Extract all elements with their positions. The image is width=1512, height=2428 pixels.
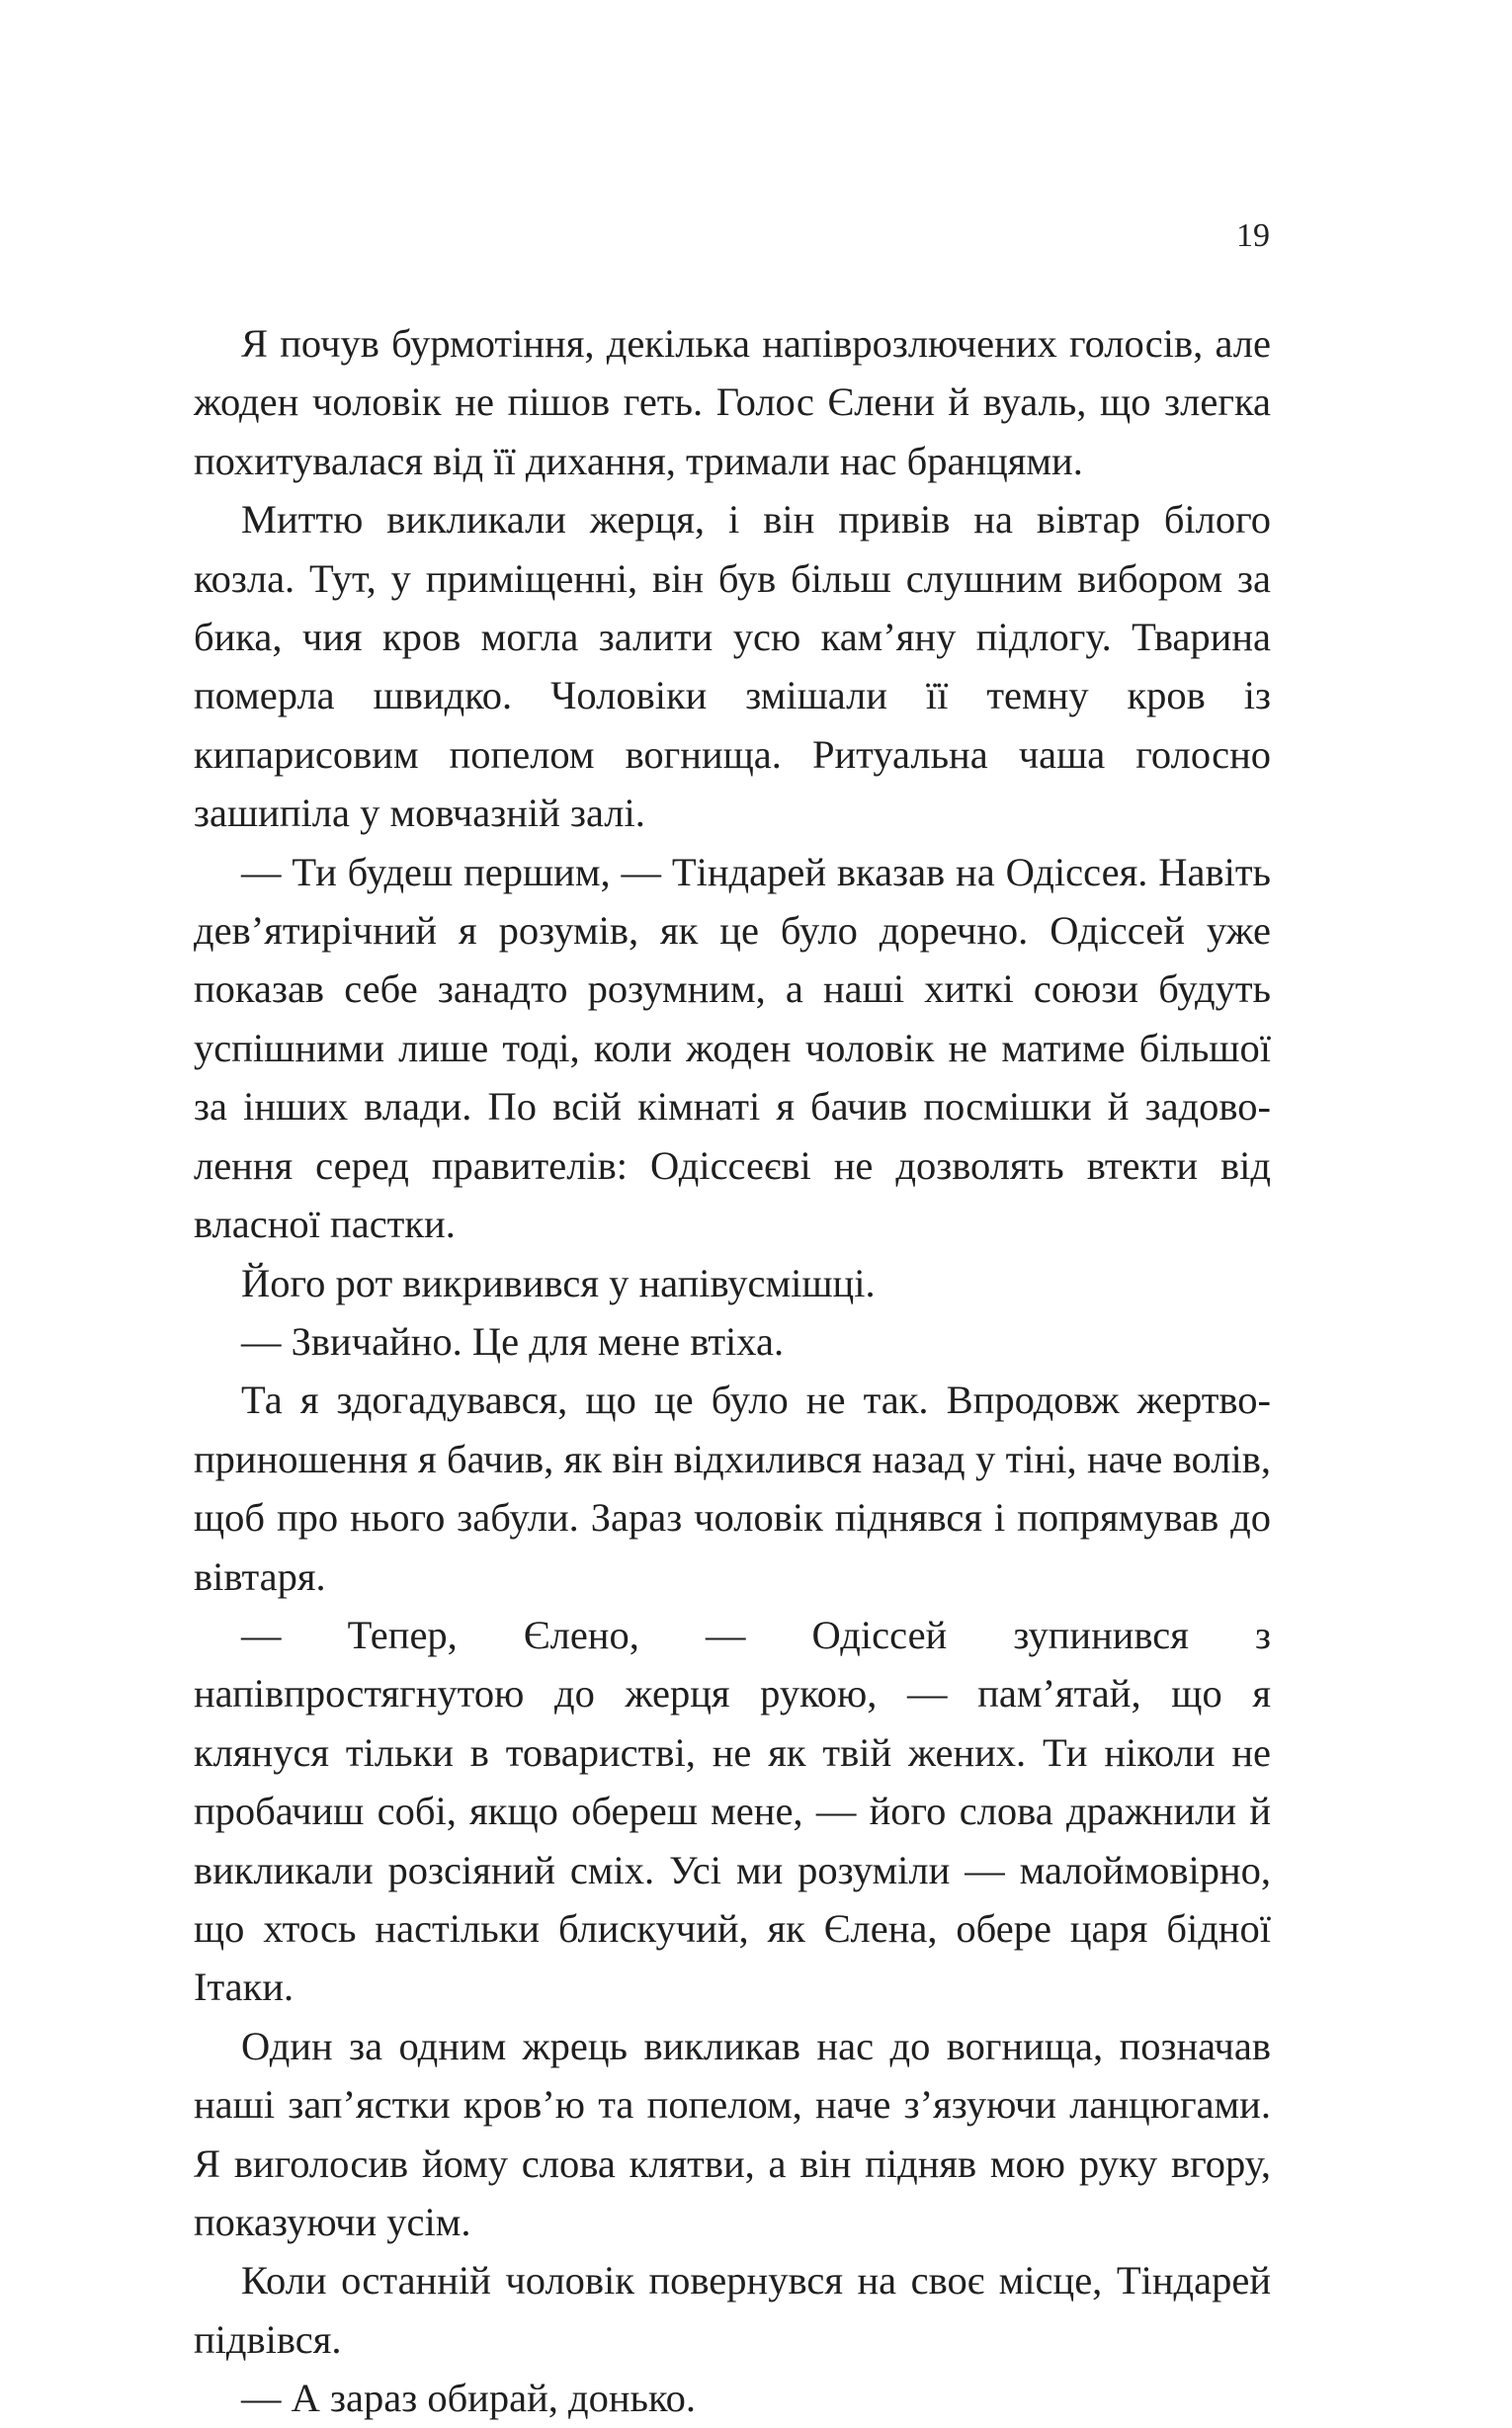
paragraph: Один за одним жрець викликав нас до вогнища, позначав наші зап’ястки кров’ю та попелом, наче з’язуючи ланцюгами. Я виголосив йому слова клятви, а він підняв мою руку вгору, показуючи усім. (194, 2023, 1271, 2244)
paragraph: — Ти будеш першим, — Тіндарей вказав на Одіссея. Навіть дев’ятирічний я розумів, як це було доречно. Одіссей уже показав себе занадто розумним, а наші хиткі союзи будуть успішними лише тоді, коли жоден чоловік не матиме більшої за інших влади. По всій кімнаті я бачив посмішки й задоволення серед правителів: Одіссеєві не дозволять втекти від власної пастки. (194, 849, 1271, 1247)
paragraph: Та я здогадувався, що це було не так. Впродовж жертвоприношення я бачив, як він відхилився назад у тіні, наче волів, щоб про нього забули. Зараз чоловік піднявся і попрямував до вівтаря. (194, 1378, 1271, 1599)
body-text (194, 314, 1271, 2428)
paragraph: Миттю викликали жерця, і він привів на вівтар білого козла. Тут, у приміщенні, він був більш слушним вибором за бика, чия кров могла залити усю кам’яну підлогу. Тварина померла швидко. Чоловіки змішали її темну кров із кипарисовим попелом вогнища. Ритуальна чаша голосно зашипіла у мовчазній залі. (194, 497, 1271, 836)
page-number: 19 (1236, 217, 1270, 254)
paragraph: Я почув бурмотіння, декілька напіврозлючених голосів, але жоден чоловік не пішов геть. Голос Єлени й вуаль, що злегка похитувалася від її дихання, тримали нас бранцями. (194, 321, 1271, 483)
paragraph: — Звичайно. Це для мене втіха. (241, 1318, 785, 1364)
paragraph: — Тепер, Єлено, — Одіссей зупинився з напівпростягнутою до жерця рукою, — пам’ятай, що я клянуся тільки в товаристві, не як твій жених. Ти ніколи не пробачиш собі, якщо обереш мене, — його слова дражнили й викликали розсіяний сміх. Усі ми розуміли — малоймовірно, що хтось настільки блискучий, як Єлена, обере царя бідної Ітаки. (194, 1612, 1271, 2010)
paragraph: — А зараз обирай, донько. (241, 2376, 696, 2421)
paragraph: Коли останній чоловік повернувся на своє місце, Тіндарей підвівся. (194, 2258, 1271, 2362)
paragraph: Його рот викривився у напівусмішці. (241, 1260, 876, 1305)
